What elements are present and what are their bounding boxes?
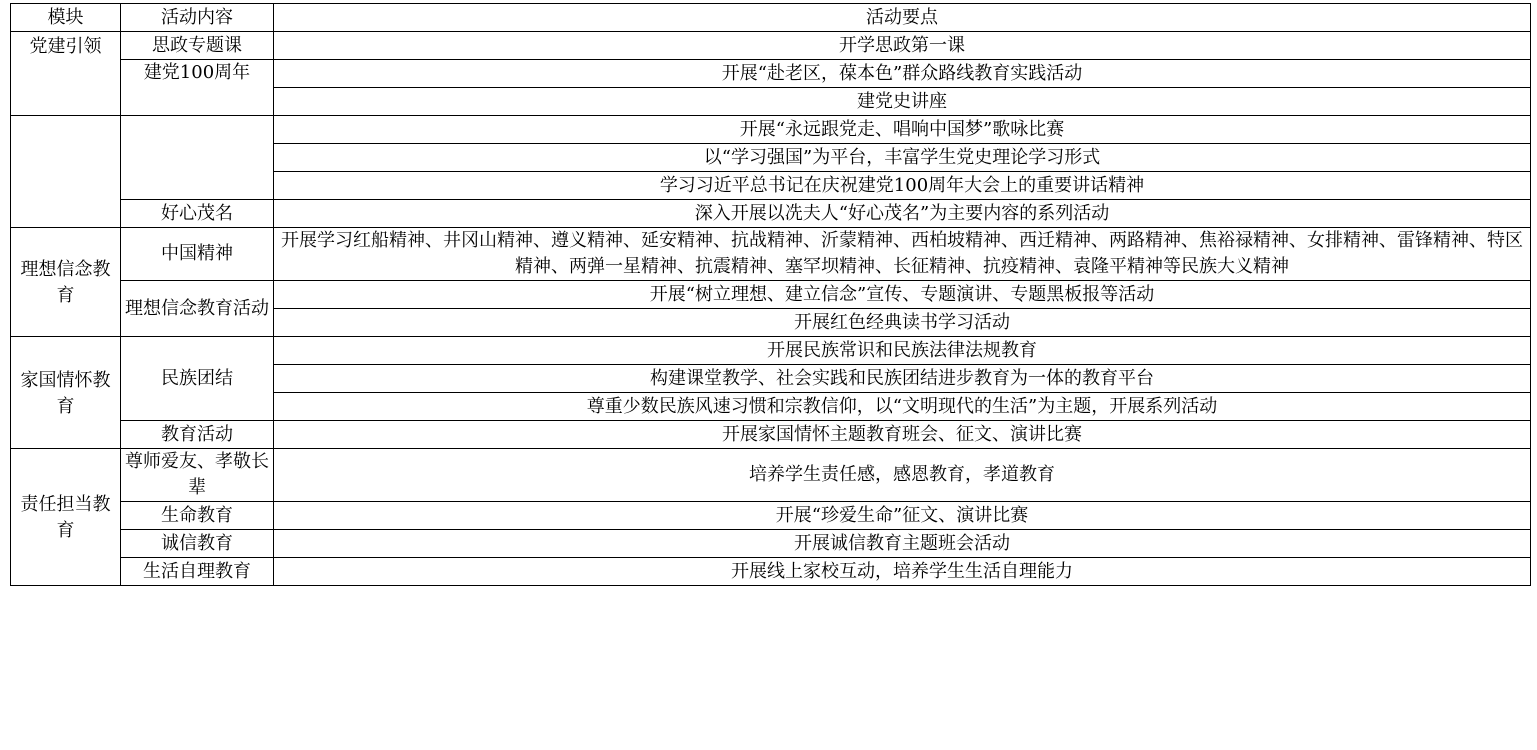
- point-cell: 开展红色经典读书学习活动: [274, 309, 1531, 337]
- module-cell-duty: 责任担当教育: [11, 449, 121, 586]
- content-cell: 建党100周年: [121, 60, 274, 116]
- table-row: [11, 421, 1531, 449]
- point-cell: 开展“树立理想、建立信念”宣传、专题演讲、专题黑板报等活动: [274, 281, 1531, 309]
- point-cell: 以“学习强国”为平台，丰富学生党史理论学习形式: [274, 144, 1531, 172]
- table-row: [11, 200, 1531, 228]
- point-cell: 开展诚信教育主题班会活动: [274, 530, 1531, 558]
- point-cell: 尊重少数民族风速习惯和宗教信仰，以“文明现代的生活”为主题，开展系列活动: [274, 393, 1531, 421]
- module-cell-ideal: 理想信念教育: [11, 228, 121, 337]
- content-cell: 思政专题课: [121, 32, 274, 60]
- point-cell: 开展“永远跟党走、唱响中国梦”歌咏比赛: [274, 116, 1531, 144]
- table-row: [11, 116, 1531, 144]
- point-cell: 建党史讲座: [274, 88, 1531, 116]
- module-cell-empty: [11, 116, 121, 228]
- table-row: [11, 228, 1531, 281]
- module-cell-country: 家国情怀教育: [11, 337, 121, 449]
- table-row: [11, 449, 1531, 502]
- table-row: [11, 558, 1531, 586]
- point-cell: 开展“赴老区，葆本色”群众路线教育实践活动: [274, 60, 1531, 88]
- header-module: 模块: [11, 4, 121, 32]
- header-activity-content: 活动内容: [121, 4, 274, 32]
- content-cell: 诚信教育: [121, 530, 274, 558]
- content-cell: 好心茂名: [121, 200, 274, 228]
- point-cell: 学习习近平总书记在庆祝建党100周年大会上的重要讲话精神: [274, 172, 1531, 200]
- table-row: [11, 502, 1531, 530]
- header-activity-points: 活动要点: [274, 4, 1531, 32]
- point-cell: 培养学生责任感，感恩教育，孝道教育: [274, 449, 1531, 502]
- table-row: [11, 281, 1531, 309]
- activity-plan-table: [10, 3, 1531, 586]
- module-cell-party: 党建引领: [11, 32, 121, 116]
- content-cell: 生活自理教育: [121, 558, 274, 586]
- content-cell-empty: [121, 116, 274, 200]
- point-cell: 深入开展以冼夫人“好心茂名”为主要内容的系列活动: [274, 200, 1531, 228]
- table-row: [11, 337, 1531, 365]
- table-header-row: [11, 4, 1531, 32]
- point-cell: 开学思政第一课: [274, 32, 1531, 60]
- content-cell: 民族团结: [121, 337, 274, 421]
- table-row: [11, 32, 1531, 60]
- content-cell: 生命教育: [121, 502, 274, 530]
- table-row: [11, 60, 1531, 88]
- activity-plan-page: [10, 3, 1530, 586]
- content-cell: 尊师爱友、孝敬长辈: [121, 449, 274, 502]
- point-cell: 开展线上家校互动，培养学生生活自理能力: [274, 558, 1531, 586]
- point-cell: 开展学习红船精神、井冈山精神、遵义精神、延安精神、抗战精神、沂蒙精神、西柏坡精神、西迁精神、两路精神、焦裕禄精神、女排精神、雷锋精神、特区精神、两弹一星精神、抗震精神、塞罕坝精神、长征精神、抗疫精神、袁隆平精神等民族大义精神: [274, 228, 1531, 281]
- table-row: [11, 530, 1531, 558]
- content-cell: 理想信念教育活动: [121, 281, 274, 337]
- content-cell: 中国精神: [121, 228, 274, 281]
- point-cell: 开展民族常识和民族法律法规教育: [274, 337, 1531, 365]
- point-cell: 构建课堂教学、社会实践和民族团结进步教育为一体的教育平台: [274, 365, 1531, 393]
- content-cell: 教育活动: [121, 421, 274, 449]
- point-cell: 开展家国情怀主题教育班会、征文、演讲比赛: [274, 421, 1531, 449]
- point-cell: 开展“珍爱生命”征文、演讲比赛: [274, 502, 1531, 530]
